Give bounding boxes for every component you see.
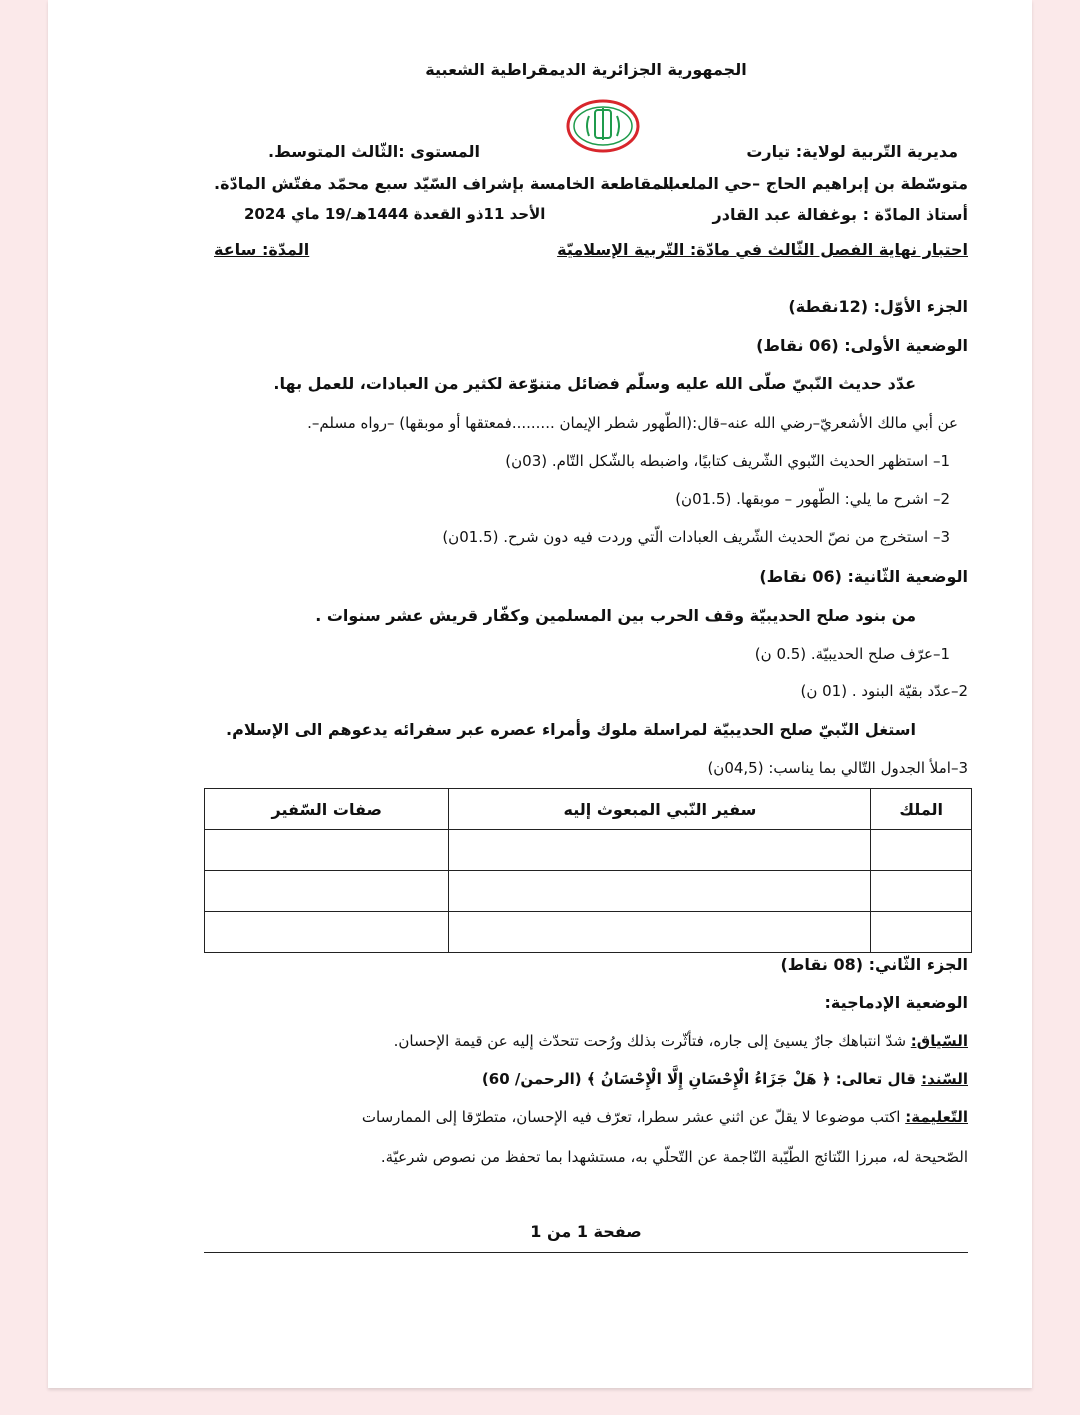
ambassadors-table — [204, 788, 972, 953]
context-text: شدّ انتباهك جارٌ يسيئ إلى جاره، فتأثّرت بذلك ورُحت تتحدّث إليه عن قيمة الإحسان. — [393, 1032, 911, 1050]
hadith-text: عن أبي مالك الأشعريّ–رضي الله عنه–قال:(الطّهور شطر الإيمان .........فمعتقها أو موبقها) –رواه مسلم–. — [307, 414, 958, 432]
exam-date: الأحد 11ذو القعدة 1444هـ/19 ماي 2024 — [244, 205, 546, 223]
part2-title: الجزء الثّاني: (08 نقاط) — [780, 955, 968, 974]
teacher-name: أستاذ المادّة : بوغفالة عبد القادر — [712, 205, 968, 224]
context-label: السّياق: — [910, 1032, 968, 1050]
exam-title: احتبار نهاية الفصل الثّالث في مادّة: التّربية الإسلاميّة — [557, 240, 968, 259]
question-2-1: 1–عرّف صلح الحديبيّة. (0.5 ن) — [754, 645, 950, 663]
table-cell — [205, 871, 449, 912]
school-name: متوسّطة بن إبراهيم الحاج –حي الملعب. — [658, 174, 968, 193]
exam-sheet — [48, 0, 1032, 1388]
table-header-row — [205, 789, 972, 830]
integration-title: الوضعية الإدماجية: — [824, 993, 968, 1012]
table-cell — [871, 912, 972, 953]
table-header-traits: صفات السّفير — [205, 789, 449, 830]
situation1-intro: عدّد حديث النّبيّ صلّى الله عليه وسلّم فضائل متنوّعة لكثير من العبادات، للعمل بها. — [273, 374, 916, 393]
context-paragraph — [394, 1032, 968, 1050]
table-row — [205, 830, 972, 871]
situation2-title: الوضعية الثّانية: (06 نقاط) — [759, 567, 968, 586]
instruction-line-1 — [362, 1108, 968, 1126]
table-header-king: الملك — [871, 789, 972, 830]
support-label: السّند: — [921, 1070, 968, 1088]
situation1-title: الوضعية الأولى: (06 نقاط) — [756, 336, 968, 355]
table-cell — [449, 871, 871, 912]
instruction-line-2: الصّحيحة له، مبرزا النّتائج الطّيّبة النّاجمة عن التّحلّي به، مستشهدا بما تحفظ من نصوص شرعيّة. — [380, 1148, 968, 1166]
question-1-1: 1– استظهر الحديث النّبوي الشّريف كتابيًا، واضبطه بالشّكل التّام. (03ن) — [505, 452, 950, 470]
question-2-2: 2–عدّد بقيّة البنود . (01 ن) — [800, 682, 968, 700]
table-cell — [871, 871, 972, 912]
table-cell — [449, 830, 871, 871]
table-cell — [205, 912, 449, 953]
question-1-2: 2– اشرح ما يلي: الطّهور – موبقها. (01.5ن) — [675, 490, 950, 508]
table-cell — [871, 830, 972, 871]
part1-title: الجزء الأوّل: (12نقطة) — [788, 297, 968, 316]
footer-divider — [204, 1252, 968, 1253]
ministry-logo-icon — [565, 96, 641, 156]
support-paragraph — [482, 1070, 968, 1088]
instruction-text-1: اكتب موضوعا لا يقلّ عن اثني عشر سطرا، تعرّف فيه الإحسان، متطرّقا إلى الممارسات — [361, 1108, 906, 1126]
table-row — [205, 871, 972, 912]
support-text: قال تعالى: ﴿ هَلْ جَزَاءُ الْإِحْسَانِ إِلَّا الْإِحْسَانُ ﴾ (الرحمن/ 60) — [481, 1070, 922, 1088]
table-cell — [205, 830, 449, 871]
level: المستوى :الثّالث المتوسط. — [268, 142, 480, 161]
table-header-ambassador: سفير النّبي المبعوث إليه — [449, 789, 871, 830]
district: المقاطعة الخامسة بإشراف السّيّد سبع محمّد مفتّش المادّة. — [214, 174, 674, 193]
question-1-3: 3– استخرج من نصّ الحديث الشّريف العبادات الّتي وردت فيه دون شرح. (01.5ن) — [442, 528, 950, 546]
table-cell — [449, 912, 871, 953]
exam-duration: المدّة: ساعة — [214, 240, 310, 259]
table-row — [205, 912, 972, 953]
republic-title: الجمهورية الجزائرية الديمقراطية الشعبية — [425, 60, 747, 79]
situation2-intro: من بنود صلح الحديبيّة وقف الحرب بين المسلمين وكفّار قريش عشر سنوات . — [315, 606, 916, 625]
exam-document — [204, 0, 968, 1388]
directorate: مديرية التّربية لولاية: تيارت — [746, 142, 958, 161]
page-number: صفحة 1 من 1 — [530, 1222, 642, 1241]
situation2-context: استغل النّبيّ صلح الحديبيّة لمراسلة ملوك وأمراء عصره عبر سفرائه يدعوهم الى الإسلام. — [226, 720, 916, 739]
instruction-label: التّعليمة: — [905, 1108, 968, 1126]
question-2-3: 3–املأ الجدول التّالي بما يناسب: (04,5ن) — [707, 759, 968, 777]
